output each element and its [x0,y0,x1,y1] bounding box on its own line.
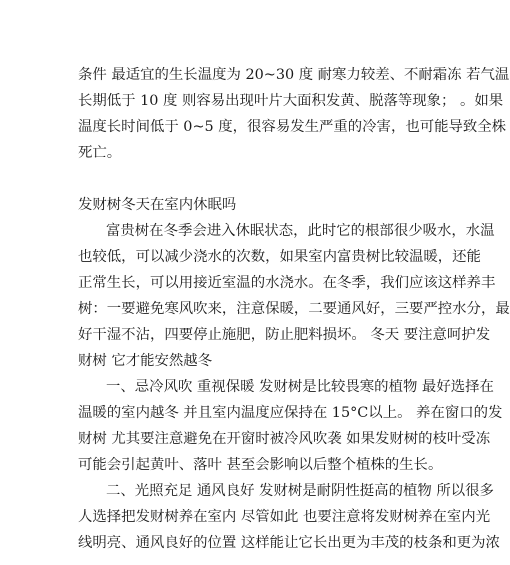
paragraph-3-line-2: 温暖的室内越冬 并且室内温度应保持在 15°C以上。 养在窗口的发 [78,405,503,421]
paragraph-2-line-6: 财树 它才能安然越冬 [78,353,213,369]
paragraph-1-line-3: 温度长时间低于 0~5 度，很容易发生严重的冷害，也可能导致全株 [78,119,507,135]
paragraph-1-line-1: 条件 最适宜的生长温度为 20~30 度 耐寒力较差、不耐霜冻 若气温 [78,67,510,83]
paragraph-2-line-2: 也较低，可以减少浇水的次数，如果室内富贵树比较温暖，还能 [78,249,481,265]
paragraph-4-line-2: 人选择把发财树养在室内 尽管如此 也要注意将发财树养在室内光 [78,509,491,525]
paragraph-2-line-5: 好干湿不沾，四要停止施肥，防止肥料损坏。 冬天 要注意呵护发 [78,327,491,343]
paragraph-2-line-4: 树：一要避免寒风吹来，注意保暖，二要通风好，三要严控水分，最 [78,301,510,317]
paragraph-1-line-4: 死亡。 [78,145,122,161]
paragraph-4-line-1: 二、光照充足 通风良好 发财树是耐阴性挺高的植物 所以很多 [106,483,494,499]
paragraph-3-line-1: 一、忌冷风吹 重视保暖 发财树是比较畏寒的植物 最好选择在 [106,379,494,395]
paragraph-3-line-3: 财树 尤其要注意避免在开窗时被冷风吹袭 如果发财树的枝叶受冻 [78,431,491,447]
paragraph-4-line-3: 线明亮、通风良好的位置 这样能让它长出更为丰茂的枝条和更为浓 [78,535,500,551]
paragraph-2-line-3: 正常生长，可以用接近室温的水浇水。在冬季，我们应该这样养丰 [78,275,496,291]
paragraph-2-line-1: 富贵树在冬季会进入休眠状态，此时它的根部很少吸水，水温 [106,223,495,239]
paragraph-1-line-2: 长期低于 10 度 则容易出现叶片大面积发黄、脱落等现象； 。如果 [78,93,504,109]
paragraph-3-line-4: 可能会引起黄叶、落叶 甚至会影响以后整个植株的生长。 [78,457,443,473]
section-heading: 发财树冬天在室内休眠吗 [78,197,237,213]
